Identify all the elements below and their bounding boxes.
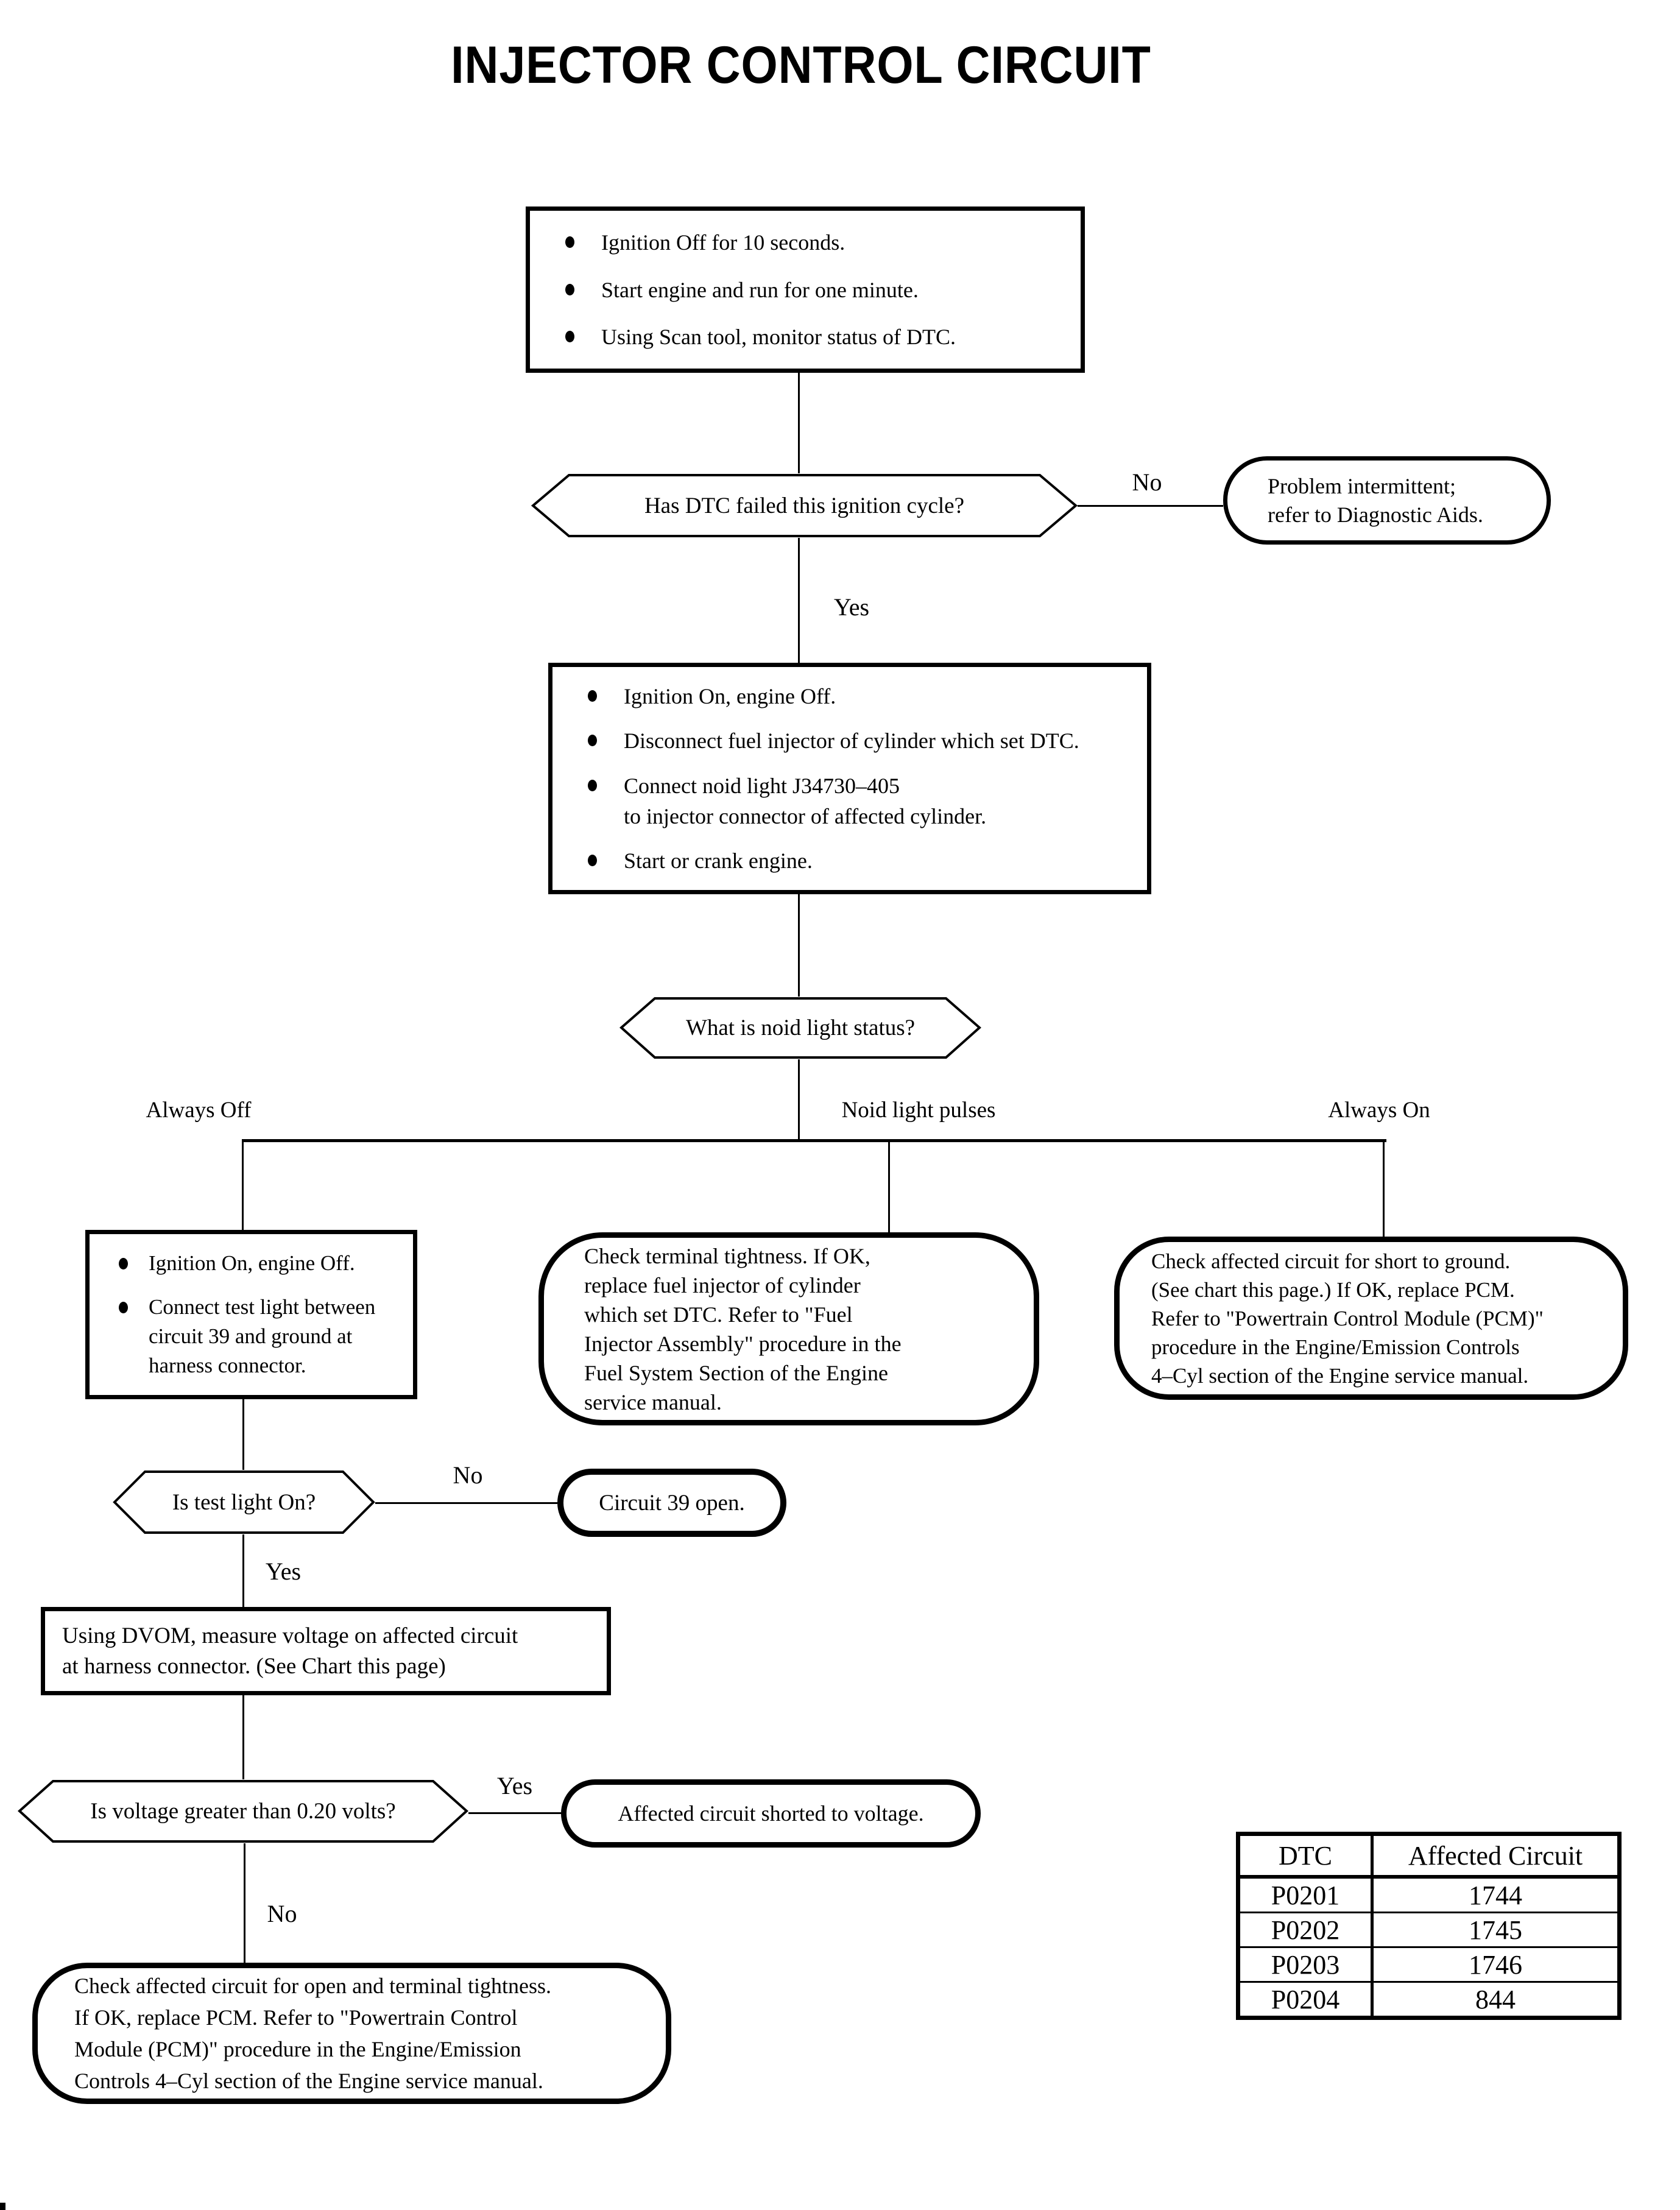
table-cell-circuit: 844 — [1372, 1982, 1620, 2018]
terminator-line: Fuel System Section of the Engine — [584, 1360, 888, 1385]
table-header-dtc: DTC — [1238, 1834, 1372, 1877]
table-row — [1238, 1982, 1620, 2018]
step-line: circuit 39 and ground at — [149, 1324, 353, 1348]
terminator-line: Problem intermittent; — [1268, 473, 1456, 498]
bullet-icon — [565, 284, 574, 295]
bullet-icon — [588, 690, 597, 702]
terminator-line: service manual. — [584, 1389, 722, 1414]
branch-label-always-on: Always On — [1328, 1098, 1430, 1123]
yes-label: Yes — [265, 1558, 302, 1585]
decision-question: What is noid light status? — [685, 1015, 916, 1040]
step-box-initial-checks — [526, 207, 1085, 373]
table-cell-dtc: P0201 — [1238, 1877, 1372, 1913]
table-header-row — [1238, 1834, 1620, 1877]
connector-branch-middle — [888, 1142, 890, 1232]
table-cell-circuit: 1746 — [1372, 1947, 1620, 1982]
bullet-icon — [565, 236, 574, 248]
bullet-icon — [588, 780, 597, 791]
decision-noid-light-status — [619, 997, 981, 1059]
step-line: at harness connector. (See Chart this page) — [62, 1653, 446, 1679]
decision-test-light-on — [113, 1470, 375, 1534]
decision-question: Is test light On? — [172, 1489, 316, 1515]
terminator-problem-intermittent — [1223, 456, 1551, 545]
decision-voltage-greater — [18, 1779, 468, 1843]
dtc-table — [1236, 1832, 1622, 2020]
bullet-row — [552, 846, 1147, 876]
step-line: Using DVOM, measure voltage on affected circuit — [62, 1623, 518, 1648]
step-text: Ignition On, engine Off. — [624, 684, 836, 709]
step-line: Connect test light between — [149, 1295, 376, 1319]
terminator-shorted-to-voltage — [561, 1779, 981, 1848]
step-box-test-light — [85, 1230, 417, 1399]
terminator-line: procedure in the Engine/Emission Controls — [1151, 1335, 1520, 1359]
connector-decision4-final — [244, 1843, 245, 1963]
bullet-row — [530, 275, 1081, 305]
table-cell-dtc: P0204 — [1238, 1982, 1372, 2018]
terminator-line: Refer to "Powertrain Control Module (PCM)" — [1151, 1306, 1544, 1330]
bullet-row — [90, 1293, 413, 1380]
decision-dtc-failed — [531, 473, 1078, 538]
terminator-line: 4–Cyl section of the Engine service manual. — [1151, 1363, 1529, 1388]
step-text: Using Scan tool, monitor status of DTC. — [601, 324, 956, 349]
bullet-icon — [119, 1258, 128, 1269]
terminator-line: Module (PCM)" procedure in the Engine/Emission — [74, 2037, 521, 2061]
step-box-dvom-measure — [41, 1607, 611, 1695]
step-box-noid-light-setup — [548, 663, 1151, 894]
terminator-line: If OK, replace PCM. Refer to "Powertrain Control — [74, 2005, 518, 2030]
step-text: Ignition On, engine Off. — [149, 1251, 355, 1275]
table-cell-dtc: P0203 — [1238, 1947, 1372, 1982]
connector-decision1-step2 — [798, 538, 800, 663]
step-text — [624, 771, 986, 831]
connector-decision3-step4 — [242, 1534, 244, 1607]
step-text: Ignition Off for 10 seconds. — [601, 230, 845, 255]
bullet-row — [552, 681, 1147, 711]
terminator-circuit-39-open — [557, 1469, 786, 1537]
decision-question: Has DTC failed this ignition cycle? — [644, 493, 965, 518]
bullet-icon — [119, 1302, 128, 1313]
table-header-affected-circuit: Affected Circuit — [1372, 1834, 1620, 1877]
no-label: No — [267, 1900, 297, 1927]
branch-label-always-off: Always Off — [146, 1098, 252, 1123]
terminator-line: Circuit 39 open. — [599, 1490, 745, 1516]
yes-label: Yes — [496, 1772, 533, 1799]
step-text: Disconnect fuel injector of cylinder which set DTC. — [624, 729, 1079, 754]
branch-label-noid-pulses: Noid light pulses — [841, 1098, 996, 1123]
page-title: INJECTOR CONTROL CIRCUIT — [451, 36, 1151, 94]
table-row — [1238, 1913, 1620, 1947]
terminator-line: which set DTC. Refer to "Fuel — [584, 1302, 853, 1327]
bullet-icon — [588, 855, 597, 866]
connector-step4-decision4 — [242, 1695, 244, 1779]
step-text — [149, 1293, 375, 1380]
connector-step1-decision1 — [798, 373, 800, 473]
terminator-short-to-ground — [1114, 1237, 1628, 1400]
branch-line — [242, 1139, 1386, 1142]
bullet-row — [530, 227, 1081, 258]
decision-question: Is voltage greater than 0.20 volts? — [90, 1799, 396, 1824]
connector-no-branch1 — [1078, 505, 1223, 507]
table-row — [1238, 1877, 1620, 1913]
connector-decision2-branchline — [798, 1059, 800, 1139]
step-line: to injector connector of affected cylinder. — [624, 803, 987, 828]
bullet-icon — [588, 735, 597, 746]
terminator-line: (See chart this page.) If OK, replace PCM. — [1151, 1277, 1515, 1302]
connector-step3-decision3 — [242, 1399, 244, 1470]
terminator-line: Affected circuit shorted to voltage. — [618, 1801, 924, 1826]
terminator-line: Check affected circuit for short to ground. — [1151, 1249, 1511, 1273]
table-cell-circuit: 1744 — [1372, 1877, 1620, 1913]
connector-branch-left — [242, 1142, 244, 1230]
step-text: Start or crank engine. — [624, 848, 813, 873]
bullet-row — [552, 725, 1147, 756]
step-line: Connect noid light J34730–405 — [624, 773, 900, 798]
connector-branch-right — [1383, 1142, 1385, 1237]
bullet-icon — [565, 331, 574, 342]
step-text: Start engine and run for one minute. — [601, 277, 919, 302]
step-line: harness connector. — [149, 1354, 306, 1377]
table-cell-circuit: 1745 — [1372, 1913, 1620, 1947]
terminator-check-open-replace-pcm — [32, 1963, 671, 2104]
table-cell-dtc: P0202 — [1238, 1913, 1372, 1947]
terminator-line: Check terminal tightness. If OK, — [584, 1243, 870, 1268]
yes-label: Yes — [833, 593, 870, 621]
terminator-replace-injector — [538, 1232, 1039, 1425]
table-row — [1238, 1947, 1620, 1982]
bullet-row — [90, 1249, 413, 1278]
bullet-row — [552, 771, 1147, 831]
terminator-line: replace fuel injector of cylinder — [584, 1273, 861, 1297]
connector-no-branch3 — [375, 1502, 557, 1504]
terminator-line: Controls 4–Cyl section of the Engine service manual. — [74, 2069, 543, 2093]
connector-step2-decision2 — [798, 894, 800, 997]
terminator-line: Injector Assembly" procedure in the — [584, 1331, 902, 1356]
no-label: No — [453, 1461, 483, 1489]
terminator-line: refer to Diagnostic Aids. — [1268, 502, 1483, 527]
bullet-row — [530, 322, 1081, 352]
connector-yes-branch4 — [468, 1812, 561, 1814]
scan-artifact — [0, 2203, 5, 2210]
terminator-line: Check affected circuit for open and terminal tightness. — [74, 1974, 552, 1998]
no-label: No — [1132, 468, 1162, 496]
